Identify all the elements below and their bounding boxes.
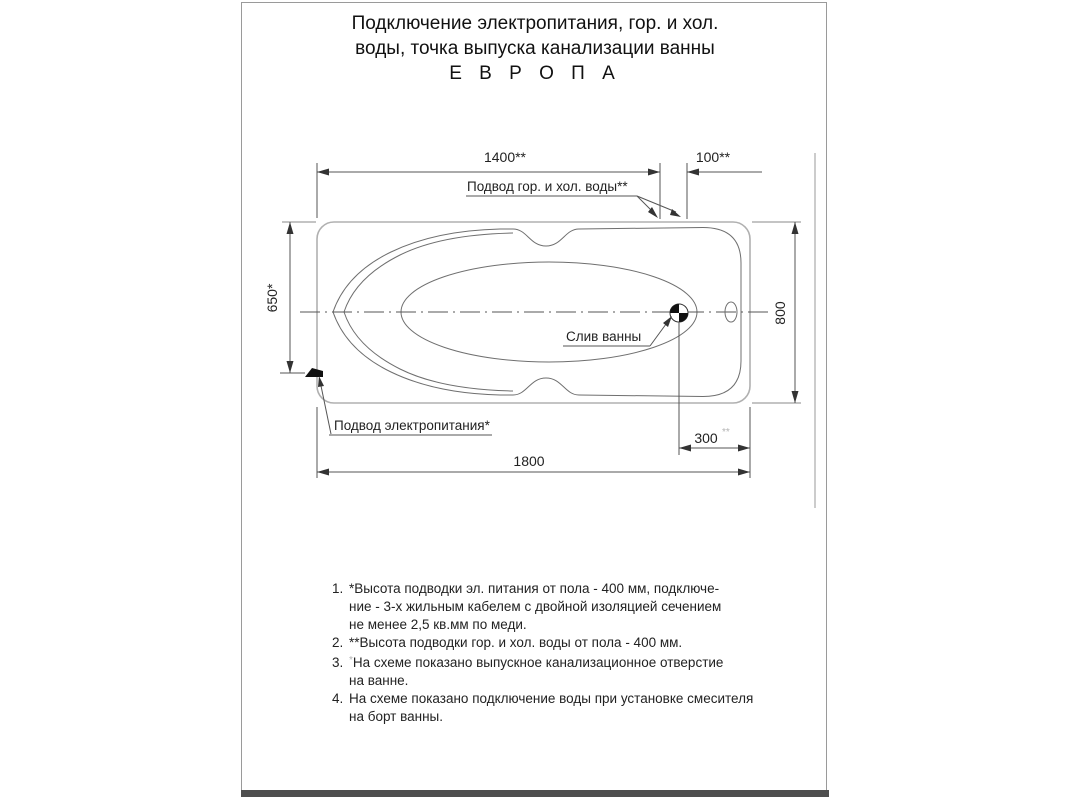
dim-1400-label: 1400** xyxy=(483,149,527,165)
dim-650-label: 650* xyxy=(264,283,280,313)
notes-list xyxy=(332,580,782,726)
note-4-line-2: на борт ванны. xyxy=(349,709,443,724)
title-line-1: Подключение электропитания, гор. и хол. xyxy=(351,13,719,34)
dimension-left xyxy=(264,222,316,373)
dim-800-label: 800 xyxy=(772,301,788,325)
drain-symbol xyxy=(670,304,688,322)
note-1-line-3: не менее 2,5 кв.мм по меди. xyxy=(349,617,527,632)
note-2-number: 2. xyxy=(332,635,344,650)
water-supply-label: Подвод гор. и хол. воды** xyxy=(467,179,628,194)
power-supply-label: Подвод электропитания* xyxy=(334,418,490,433)
note-1-line-2: ние - 3-х жильным кабелем с двойной изоляцией сечением xyxy=(349,599,722,614)
dim-100-label: 100** xyxy=(695,149,731,165)
dim-1800-label: 1800 xyxy=(513,453,545,469)
note-3-line-2: на ванне. xyxy=(349,673,409,688)
note-3-marker: * xyxy=(349,655,353,666)
drain-callout xyxy=(563,316,672,346)
power-connection-mark xyxy=(305,368,323,377)
bathtub-top-view xyxy=(300,222,772,403)
title-model-name: Е В Р О П А xyxy=(449,63,621,84)
water-supply-callout xyxy=(466,179,681,218)
note-1-line-1: 1. *Высота подводки эл. питания от пола - 400 мм, подключе- xyxy=(332,581,720,596)
note-3-line-1: 3. *На схеме показано выпускное канализационное отверстие xyxy=(332,655,724,670)
power-supply-callout xyxy=(318,376,492,435)
dim-300-suffix: ** xyxy=(722,427,730,438)
note-2-line-1: 2. **Высота подводки гор. и хол. воды от пола - 400 мм. xyxy=(332,635,683,650)
dim-300-label: 300 xyxy=(694,430,718,446)
dimension-bottom xyxy=(317,322,750,478)
drain-label: Слив ванны xyxy=(566,329,642,344)
note-4-line-1: 4. На схеме показано подключение воды при установке смесителя xyxy=(332,691,754,706)
note-3-number: 3. xyxy=(332,655,344,670)
note-1-number: 1. xyxy=(332,581,344,596)
note-4-number: 4. xyxy=(332,691,344,706)
title-line-2: воды, точка выпуска канализации ванны xyxy=(355,38,715,59)
